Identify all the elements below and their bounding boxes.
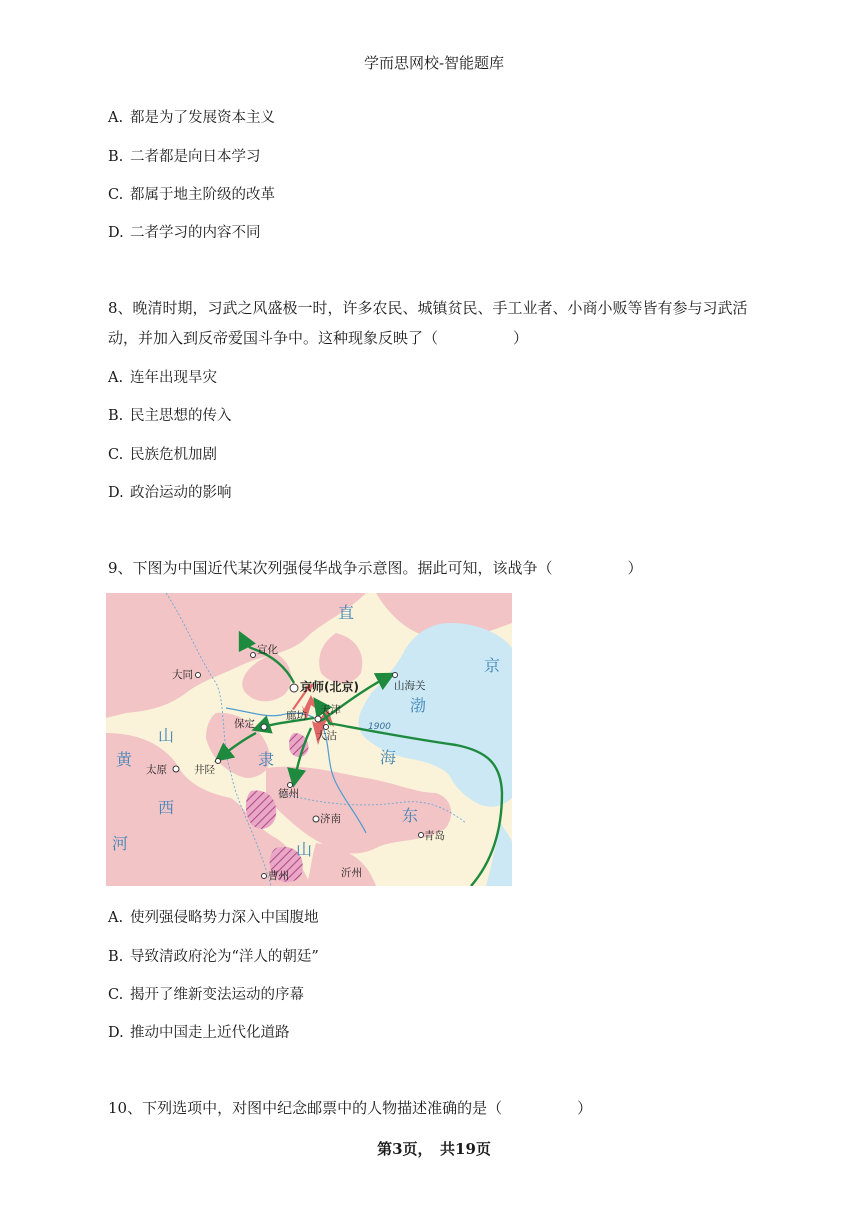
option-key: C. <box>108 987 124 1003</box>
option-text: 政治运动的影响 <box>130 485 232 501</box>
label-li: 隶 <box>258 750 275 769</box>
option-key: D. <box>108 485 124 501</box>
q9-option-c[interactable] <box>108 983 304 1004</box>
label-dezhou: 德州 <box>278 788 299 800</box>
q8-option-c[interactable] <box>108 443 217 464</box>
option-key: A. <box>108 110 124 126</box>
option-key: C. <box>108 447 124 463</box>
option-key: B. <box>108 949 124 965</box>
q8-option-a[interactable] <box>108 366 217 387</box>
label-baoding: 保定 <box>234 718 255 730</box>
option-text: 二者都是向日本学习 <box>130 149 261 165</box>
label-langfang: 廊坊 <box>286 710 307 722</box>
q7-option-a[interactable] <box>108 106 275 127</box>
label-xuanhua: 宣化 <box>257 644 278 656</box>
q8-option-b[interactable] <box>108 404 232 425</box>
option-text: 推动中国走上近代化道路 <box>130 1025 290 1041</box>
label-zhi: 直 <box>338 603 355 622</box>
option-text: 使列强侵略势力深入中国腹地 <box>130 910 319 926</box>
q9-option-b[interactable] <box>108 945 319 966</box>
label-taiyuan: 太原 <box>146 764 167 776</box>
label-hai: 海 <box>380 748 397 767</box>
option-text: 二者学习的内容不同 <box>130 225 261 241</box>
page-footer: 第3页， 共19页 <box>377 1140 491 1158</box>
option-key: A. <box>108 910 124 926</box>
option-key: B. <box>108 408 124 424</box>
q9-option-a[interactable] <box>108 906 319 927</box>
label-bo: 渤 <box>410 696 427 715</box>
label-jinan: 济南 <box>320 813 341 825</box>
label-jingshi: 京师(北京) <box>300 680 359 694</box>
option-key: D. <box>108 225 124 241</box>
label-dagu: 大沽 <box>316 730 337 742</box>
label-jingxing: 井陉 <box>194 764 215 776</box>
label-shanhaiguan: 山海关 <box>394 680 426 692</box>
option-key: A. <box>108 370 124 386</box>
label-jing: 京 <box>484 656 501 675</box>
q8-stem-line1: 8、晚清时期，习武之风盛极一时，许多农民、城镇贫民、手工业者、小商小贩等皆有参与习武活 <box>108 299 748 317</box>
label-shan2: 山 <box>296 840 313 859</box>
label-tianjin: 天津 <box>320 704 341 716</box>
label-datong: 大同 <box>172 669 193 681</box>
option-text: 连年出现旱灾 <box>130 370 217 386</box>
q7-option-d[interactable] <box>108 221 261 242</box>
page-header: 学而思网校-智能题库 <box>363 54 505 72</box>
option-text: 民主思想的传入 <box>130 408 232 424</box>
option-key: B. <box>108 149 124 165</box>
label-year: 1900 <box>368 722 391 732</box>
q7-option-b[interactable] <box>108 145 261 166</box>
q9-stem: 9、下图为中国近代某次列强侵华战争示意图。据此可知，该战争（ ） <box>108 559 643 577</box>
q10-stem: 10、下列选项中，对图中纪念邮票中的人物描述准确的是（ ） <box>108 1099 593 1117</box>
war-map <box>106 593 512 886</box>
label-yizhou: 沂州 <box>341 867 362 879</box>
q7-option-c[interactable] <box>108 183 275 204</box>
option-text: 民族危机加剧 <box>130 447 217 463</box>
option-text: 导致清政府沦为“洋人的朝廷” <box>130 949 319 965</box>
option-key: D. <box>108 1025 124 1041</box>
label-huang: 黄 <box>116 750 133 769</box>
label-caozhou: 曹州 <box>268 870 289 882</box>
q9-option-d[interactable] <box>108 1021 290 1042</box>
label-he: 河 <box>112 834 129 853</box>
option-text: 都是为了发展资本主义 <box>130 110 275 126</box>
q8-stem-line2: 动，并加入到反帝爱国斗争中。这种现象反映了（ ） <box>108 329 529 347</box>
q8-option-d[interactable] <box>108 481 232 502</box>
label-shan: 山 <box>158 726 175 745</box>
label-dong: 东 <box>402 806 419 825</box>
label-qingdao: 青岛 <box>424 830 445 842</box>
option-key: C. <box>108 187 124 203</box>
label-xi: 西 <box>158 798 175 817</box>
option-text: 揭开了维新变法运动的序幕 <box>130 987 304 1003</box>
option-text: 都属于地主阶级的改革 <box>130 187 275 203</box>
